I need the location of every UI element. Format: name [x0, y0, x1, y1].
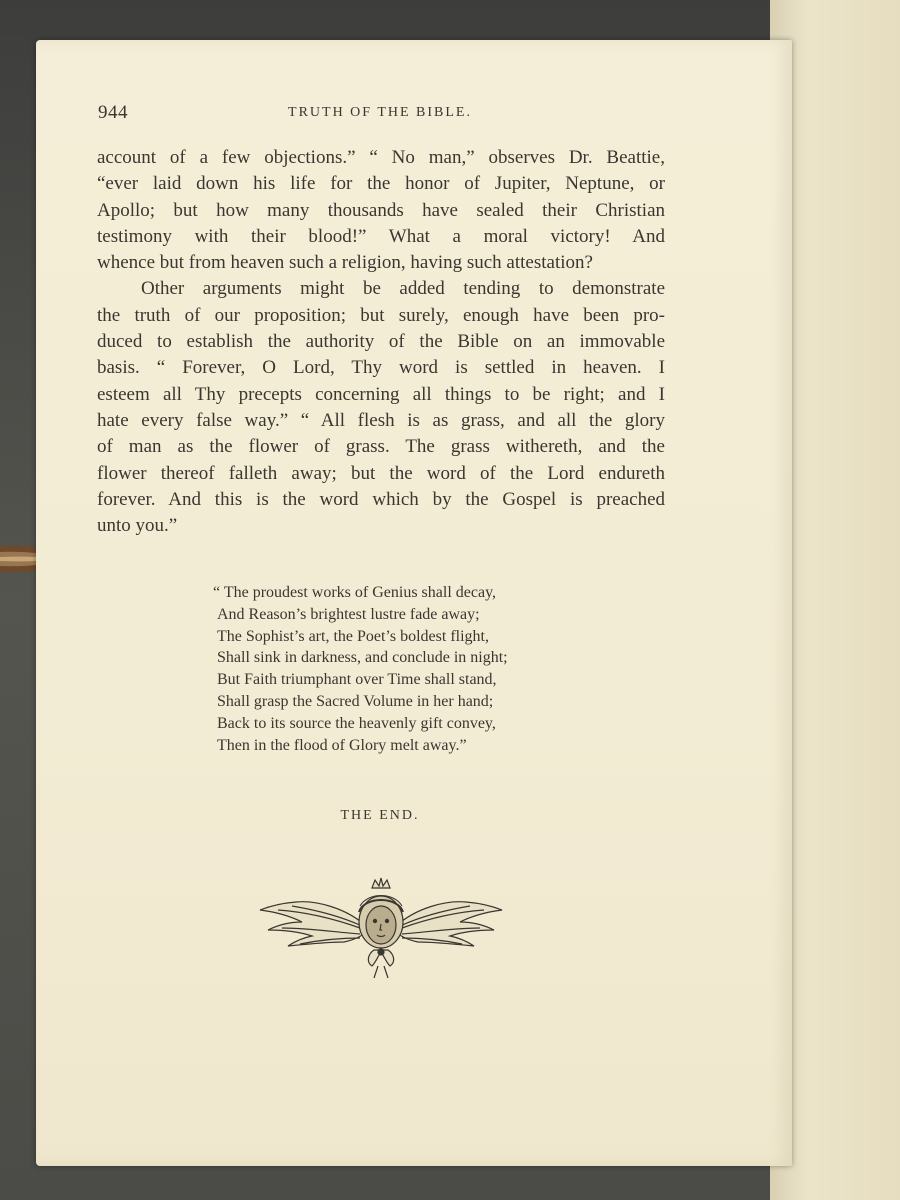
poem-line: Shall sink in darkness, and conclude in night; [217, 649, 508, 667]
poem-line: But Faith triumphant over Time shall stand, [217, 671, 497, 689]
poem-line: Back to its source the heavenly gift convey, [217, 714, 496, 732]
running-head: TRUTH OF THE BIBLE. [288, 105, 472, 120]
text-line: forever. And this is the word which by the Gospel is preached [97, 488, 665, 510]
poem-line: “ The proudest works of Genius shall decay, [213, 584, 497, 601]
winged-cherub-icon [256, 866, 506, 986]
text-line: whence but from heaven such a religion, having such attestation? [97, 252, 593, 274]
text-line: esteem all Thy precepts concerning all things to be right; and I [97, 383, 665, 405]
text-line: account of a few objections.” “ No man,” observes Dr. Beattie, [97, 147, 665, 168]
text-line: of man as the flower of grass. The grass withereth, and the [97, 436, 665, 458]
poem-line: And Reason’s brightest lustre fade away; [217, 605, 480, 623]
text-line: testimony with their blood!” What a moral victory! And [97, 225, 665, 247]
text-line: “ever laid down his life for the honor of Jupiter, Neptune, or [97, 173, 665, 195]
text-line: Apollo; but how many thousands have sealed their Christian [97, 199, 665, 221]
body-text [97, 145, 665, 539]
text-line: the truth of our proposition; but surely, enough have been pro- [97, 304, 665, 326]
poem-line: Shall grasp the Sacred Volume in her hand; [217, 692, 494, 710]
text-line: hate every false way.” “ All flesh is as grass, and all the glory [97, 409, 665, 431]
poem-line: The Sophist’s art, the Poet’s boldest flight, [217, 627, 489, 645]
text-line: duced to establish the authority of the Bible on an immovable [97, 331, 665, 353]
text-line: basis. “ Forever, O Lord, Thy word is settled in heaven. I [97, 357, 665, 379]
text-line: Other arguments might be added tending to demonstrate [141, 278, 665, 300]
poem-quotation [213, 582, 573, 756]
page-number: 944 [98, 102, 128, 123]
poem-line: Then in the flood of Glory melt away.” [217, 736, 467, 754]
the-end-heading: THE END. [340, 808, 420, 823]
text-line: unto you.” [97, 515, 178, 537]
text-line: flower thereof falleth away; but the word of the Lord endureth [97, 462, 665, 484]
